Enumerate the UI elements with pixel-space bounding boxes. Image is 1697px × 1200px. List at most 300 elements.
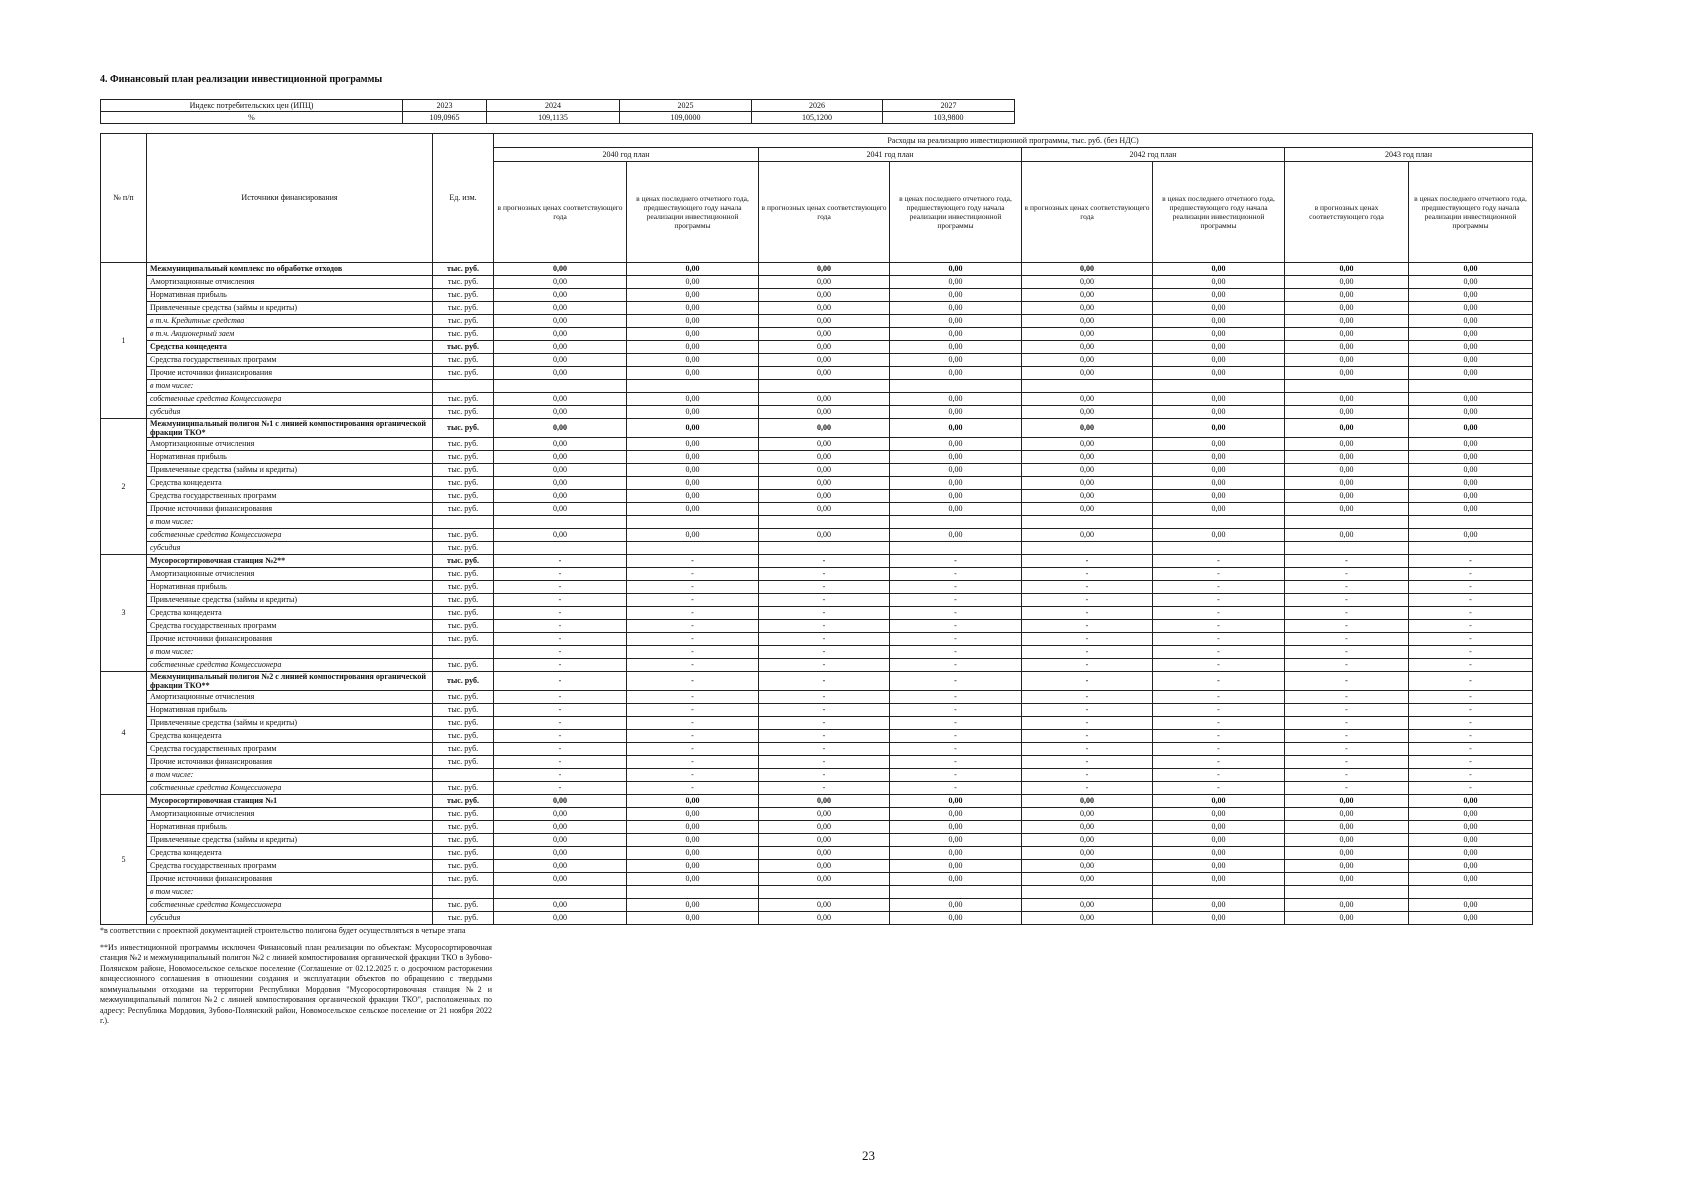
value-cell: 0,00 [494,477,627,490]
unit-cell: тыс. руб. [433,263,494,276]
value-cell: 0,00 [494,328,627,341]
value-cell: 0,00 [627,276,759,289]
value-cell [1153,516,1285,529]
source-label: в том числе: [147,769,433,782]
cpi-year: 2026 [752,100,883,112]
value-cell: 0,00 [759,406,890,419]
financial-plan-table [100,133,1533,925]
value-cell: 0,00 [1285,341,1409,354]
value-cell: 0,00 [1022,899,1153,912]
value-cell: - [1153,717,1285,730]
value-cell: - [1409,756,1533,769]
value-cell [1409,380,1533,393]
value-cell: 0,00 [1285,263,1409,276]
unit-cell: тыс. руб. [433,808,494,821]
value-cell: 0,00 [627,860,759,873]
table-row [101,529,1533,542]
unit-cell: тыс. руб. [433,341,494,354]
value-cell: - [494,620,627,633]
value-cell: 0,00 [890,406,1022,419]
value-cell: 0,00 [890,302,1022,315]
value-cell: - [494,594,627,607]
value-cell: 0,00 [1022,860,1153,873]
value-cell: 0,00 [627,302,759,315]
table-row [101,477,1533,490]
value-cell: - [1022,730,1153,743]
value-cell: 0,00 [494,899,627,912]
table-row [101,406,1533,419]
value-cell [1409,516,1533,529]
value-cell: 0,00 [1409,393,1533,406]
value-cell: 0,00 [1285,451,1409,464]
value-cell [759,542,890,555]
footnote: *в соответствии с проектной документацией строительство полигона будет осуществляться в четыре этапа [100,926,466,935]
value-cell: - [494,568,627,581]
value-cell: 0,00 [1409,438,1533,451]
value-cell: 0,00 [1285,419,1409,438]
value-cell: 0,00 [494,503,627,516]
value-cell: 0,00 [1409,503,1533,516]
source-label: Средства концедента [147,607,433,620]
object-total-row [101,263,1533,276]
value-cell: 0,00 [1285,808,1409,821]
unit-cell [433,886,494,899]
unit-cell: тыс. руб. [433,672,494,691]
value-cell: 0,00 [890,328,1022,341]
value-cell: - [1409,730,1533,743]
value-cell [1022,886,1153,899]
value-cell: - [1285,756,1409,769]
value-cell: - [759,782,890,795]
cpi-unit: % [101,112,403,124]
value-cell: 0,00 [1022,464,1153,477]
value-cell: 0,00 [1285,821,1409,834]
value-cell: 0,00 [890,847,1022,860]
value-cell: - [890,704,1022,717]
value-cell: 0,00 [759,315,890,328]
table-row [101,769,1533,782]
value-cell: 0,00 [494,406,627,419]
value-cell: - [494,672,627,691]
value-cell: 0,00 [759,808,890,821]
col-unit-header: Ед. изм. [433,134,494,263]
row-number: 3 [101,555,147,672]
unit-cell: тыс. руб. [433,542,494,555]
value-cell: 0,00 [1285,315,1409,328]
value-cell: - [759,620,890,633]
value-cell: - [1153,691,1285,704]
table-row [101,847,1533,860]
cpi-value: 103,9800 [883,112,1015,124]
value-cell: 0,00 [890,438,1022,451]
unit-cell: тыс. руб. [433,730,494,743]
source-label: Средства концедента [147,341,433,354]
table-row [101,503,1533,516]
table-row [101,568,1533,581]
value-cell: 0,00 [1285,490,1409,503]
value-cell: - [627,672,759,691]
value-cell: 0,00 [1153,289,1285,302]
value-cell: 0,00 [890,912,1022,925]
source-label: собственные средства Концессионера [147,659,433,672]
value-cell: - [890,717,1022,730]
value-cell: 0,00 [1409,873,1533,886]
value-cell [890,516,1022,529]
value-cell: - [1022,691,1153,704]
value-cell: 0,00 [759,795,890,808]
source-label: Средства государственных программ [147,354,433,367]
value-cell: 0,00 [1153,341,1285,354]
source-label: Прочие источники финансирования [147,633,433,646]
unit-cell: тыс. руб. [433,503,494,516]
table-row [101,380,1533,393]
value-cell: 0,00 [890,795,1022,808]
value-cell: - [1409,646,1533,659]
subcol-forecast-header: в прогнозных ценах соответствующего года [494,162,627,263]
value-cell: - [494,691,627,704]
value-cell: - [1409,581,1533,594]
source-label: Прочие источники финансирования [147,873,433,886]
value-cell: - [1409,594,1533,607]
value-cell: 0,00 [1409,477,1533,490]
source-label: Средства государственных программ [147,490,433,503]
row-number: 4 [101,672,147,795]
value-cell: - [1285,691,1409,704]
unit-cell: тыс. руб. [433,438,494,451]
table-row [101,607,1533,620]
value-cell: - [759,756,890,769]
source-label: Мусоросортировочная станция №1 [147,795,433,808]
value-cell: 0,00 [627,490,759,503]
value-cell: - [890,568,1022,581]
value-cell: 0,00 [1409,821,1533,834]
value-cell: 0,00 [890,341,1022,354]
unit-cell: тыс. руб. [433,451,494,464]
value-cell [1022,516,1153,529]
source-label: в том числе: [147,516,433,529]
value-cell: 0,00 [1153,795,1285,808]
unit-cell: тыс. руб. [433,633,494,646]
table-row [101,821,1533,834]
value-cell: 0,00 [1285,276,1409,289]
value-cell: 0,00 [1153,503,1285,516]
value-cell: - [759,730,890,743]
value-cell: - [1409,769,1533,782]
unit-cell: тыс. руб. [433,302,494,315]
value-cell: 0,00 [1022,302,1153,315]
value-cell: 0,00 [494,912,627,925]
value-cell: 0,00 [1285,529,1409,542]
value-cell: 0,00 [1153,367,1285,380]
unit-cell: тыс. руб. [433,704,494,717]
footnotes [100,926,492,1033]
value-cell: 0,00 [494,438,627,451]
value-cell: 0,00 [1153,276,1285,289]
value-cell [1285,380,1409,393]
value-cell: 0,00 [1153,477,1285,490]
value-cell: 0,00 [1285,289,1409,302]
value-cell: 0,00 [1409,899,1533,912]
value-cell: - [1153,620,1285,633]
value-cell: 0,00 [494,393,627,406]
value-cell: 0,00 [759,503,890,516]
source-label: в том числе: [147,380,433,393]
value-cell: 0,00 [627,464,759,477]
cpi-table [100,99,1015,124]
value-cell: 0,00 [1285,393,1409,406]
source-label: собственные средства Концессионера [147,393,433,406]
subcol-base-header: в ценах последнего отчетного года, предшествующего году начала реализации инвестиционной программы [1409,162,1533,263]
source-label: Привлеченные средства (займы и кредиты) [147,594,433,607]
table-row [101,743,1533,756]
value-cell: - [1022,717,1153,730]
value-cell: 0,00 [1409,263,1533,276]
table-row [101,834,1533,847]
value-cell: - [759,743,890,756]
table-row [101,633,1533,646]
source-label: в т.ч. Кредитные средства [147,315,433,328]
cpi-year: 2027 [883,100,1015,112]
table-row [101,873,1533,886]
value-cell: 0,00 [1022,477,1153,490]
source-label: Амортизационные отчисления [147,691,433,704]
value-cell: 0,00 [1409,341,1533,354]
table-row [101,782,1533,795]
value-cell [890,886,1022,899]
value-cell: - [494,659,627,672]
value-cell: 0,00 [1409,328,1533,341]
value-cell: - [1285,568,1409,581]
unit-cell: тыс. руб. [433,899,494,912]
value-cell: - [1153,646,1285,659]
unit-cell: тыс. руб. [433,419,494,438]
value-cell: - [494,743,627,756]
unit-cell: тыс. руб. [433,367,494,380]
value-cell: - [1285,672,1409,691]
value-cell: - [890,691,1022,704]
subcol-base-header: в ценах последнего отчетного года, предшествующего году начала реализации инвестиционной программы [627,162,759,263]
unit-cell: тыс. руб. [433,795,494,808]
value-cell: 0,00 [494,490,627,503]
value-cell: - [627,659,759,672]
value-cell: 0,00 [494,808,627,821]
value-cell: - [1409,743,1533,756]
unit-cell: тыс. руб. [433,873,494,886]
value-cell: 0,00 [1153,808,1285,821]
unit-cell: тыс. руб. [433,743,494,756]
value-cell: - [1409,555,1533,568]
unit-cell: тыс. руб. [433,328,494,341]
value-cell [627,380,759,393]
value-cell: 0,00 [494,276,627,289]
unit-cell: тыс. руб. [433,477,494,490]
value-cell: - [1022,704,1153,717]
source-label: в т.ч. Акционерный заем [147,328,433,341]
cpi-year: 2024 [487,100,620,112]
value-cell: - [1285,581,1409,594]
value-cell: - [627,555,759,568]
value-cell: 0,00 [1022,451,1153,464]
value-cell: 0,00 [1409,912,1533,925]
value-cell [1285,886,1409,899]
unit-cell [433,516,494,529]
value-cell: - [1153,594,1285,607]
value-cell: - [1409,782,1533,795]
value-cell: - [890,756,1022,769]
value-cell: - [759,607,890,620]
value-cell: - [1409,620,1533,633]
value-cell: 0,00 [627,289,759,302]
value-cell: 0,00 [1409,276,1533,289]
value-cell: 0,00 [890,860,1022,873]
cpi-label: Индекс потребительских цен (ИПЦ) [101,100,403,112]
value-cell: - [1022,769,1153,782]
source-label: собственные средства Концессионера [147,899,433,912]
unit-cell [433,380,494,393]
value-cell: 0,00 [1022,354,1153,367]
source-label: в том числе: [147,646,433,659]
value-cell [759,380,890,393]
value-cell: 0,00 [1022,276,1153,289]
source-label: Привлеченные средства (займы и кредиты) [147,464,433,477]
value-cell: - [1409,607,1533,620]
row-number: 5 [101,795,147,925]
value-cell: 0,00 [890,289,1022,302]
value-cell: 0,00 [1409,464,1533,477]
unit-cell: тыс. руб. [433,607,494,620]
value-cell: 0,00 [627,873,759,886]
value-cell: 0,00 [759,438,890,451]
unit-cell: тыс. руб. [433,464,494,477]
section-title: 4. Финансовый план реализации инвестиционной программы [100,74,383,85]
value-cell [759,516,890,529]
year-header: 2043 год план [1285,148,1533,162]
source-label: Нормативная прибыль [147,451,433,464]
value-cell [890,542,1022,555]
value-cell [1153,380,1285,393]
value-cell [627,516,759,529]
value-cell: 0,00 [627,847,759,860]
value-cell: 0,00 [1022,341,1153,354]
unit-cell [433,646,494,659]
value-cell: 0,00 [1285,795,1409,808]
subcol-forecast-header: в прогнозных ценах соответствующего года [1022,162,1153,263]
value-cell: 0,00 [890,529,1022,542]
col-no-header: № п/п [101,134,147,263]
value-cell: - [627,691,759,704]
value-cell: 0,00 [1409,490,1533,503]
value-cell: 0,00 [759,529,890,542]
value-cell: 0,00 [890,808,1022,821]
value-cell: - [1153,555,1285,568]
subcol-forecast-header: в прогнозных ценах соответствующего года [759,162,890,263]
value-cell: - [1285,704,1409,717]
value-cell: - [627,717,759,730]
cpi-year-row [101,100,1015,112]
unit-cell: тыс. руб. [433,393,494,406]
table-row [101,646,1533,659]
value-cell: 0,00 [1409,406,1533,419]
value-cell: 0,00 [759,302,890,315]
source-label: Средства государственных программ [147,860,433,873]
value-cell: 0,00 [627,529,759,542]
value-cell: - [1022,756,1153,769]
value-cell: 0,00 [1022,419,1153,438]
value-cell: - [1153,769,1285,782]
value-cell: - [1153,581,1285,594]
value-cell [1022,380,1153,393]
table-row [101,581,1533,594]
unit-cell: тыс. руб. [433,555,494,568]
value-cell: 0,00 [494,451,627,464]
value-cell: 0,00 [1022,795,1153,808]
value-cell: - [890,646,1022,659]
value-cell: 0,00 [627,315,759,328]
value-cell: 0,00 [890,276,1022,289]
value-cell [494,516,627,529]
value-cell: - [1285,743,1409,756]
table-row [101,899,1533,912]
unit-cell: тыс. руб. [433,834,494,847]
value-cell: - [759,672,890,691]
unit-cell: тыс. руб. [433,860,494,873]
value-cell: - [1153,659,1285,672]
value-cell: 0,00 [1153,302,1285,315]
value-cell: - [1409,691,1533,704]
value-cell: 0,00 [759,464,890,477]
source-label: Прочие источники финансирования [147,503,433,516]
value-cell: - [890,607,1022,620]
value-cell: 0,00 [494,860,627,873]
row-number: 1 [101,263,147,419]
unit-cell: тыс. руб. [433,315,494,328]
table-row [101,730,1533,743]
value-cell: 0,00 [1409,302,1533,315]
value-cell: - [1409,672,1533,691]
year-header: 2041 год план [759,148,1022,162]
value-cell: - [627,704,759,717]
value-cell: 0,00 [759,263,890,276]
value-cell: 0,00 [759,393,890,406]
value-cell: 0,00 [1409,289,1533,302]
value-cell: - [1409,568,1533,581]
value-cell: 0,00 [890,263,1022,276]
object-total-row [101,555,1533,568]
value-cell: 0,00 [890,490,1022,503]
table-row [101,808,1533,821]
value-cell: 0,00 [1153,263,1285,276]
value-cell: - [1285,633,1409,646]
source-label: в том числе: [147,886,433,899]
table-row [101,516,1533,529]
value-cell [494,542,627,555]
unit-cell: тыс. руб. [433,782,494,795]
value-cell: 0,00 [759,477,890,490]
value-cell: - [1153,672,1285,691]
value-cell: 0,00 [759,821,890,834]
value-cell: 0,00 [1409,860,1533,873]
value-cell: 0,00 [1409,315,1533,328]
value-cell: 0,00 [1409,354,1533,367]
value-cell: - [1153,633,1285,646]
unit-cell: тыс. руб. [433,756,494,769]
value-cell: 0,00 [1153,354,1285,367]
value-cell: 0,00 [627,451,759,464]
source-label: Нормативная прибыль [147,289,433,302]
value-cell: 0,00 [890,367,1022,380]
table-row [101,289,1533,302]
value-cell: 0,00 [1285,406,1409,419]
